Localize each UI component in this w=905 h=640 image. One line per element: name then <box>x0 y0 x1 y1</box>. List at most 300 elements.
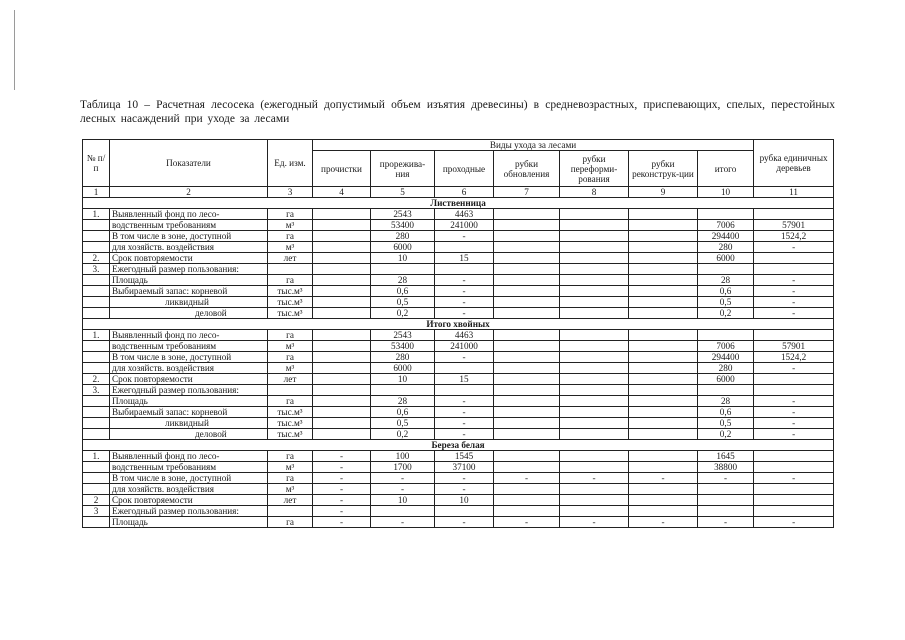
col-number: 11 <box>754 187 834 198</box>
cell-c8 <box>560 429 629 440</box>
cell-c7 <box>494 484 560 495</box>
row-number: 3. <box>83 385 110 396</box>
row-number <box>83 341 110 352</box>
table-row <box>83 451 834 462</box>
cell-c9 <box>629 330 698 341</box>
row-unit: тыс.м³ <box>268 286 313 297</box>
cell-c9 <box>629 341 698 352</box>
row-number <box>83 275 110 286</box>
cell-c4 <box>313 429 371 440</box>
cell-c11: - <box>754 396 834 407</box>
col-number: 5 <box>371 187 435 198</box>
cell-c7 <box>494 253 560 264</box>
cell-c4: - <box>313 484 371 495</box>
cell-c7 <box>494 506 560 517</box>
cell-c9 <box>629 385 698 396</box>
cell-c5 <box>371 264 435 275</box>
row-number: 1. <box>83 330 110 341</box>
cell-c4 <box>313 341 371 352</box>
cell-c8 <box>560 242 629 253</box>
cell-c11: - <box>754 429 834 440</box>
cell-c5: 10 <box>371 374 435 385</box>
row-unit <box>268 506 313 517</box>
cell-c4 <box>313 264 371 275</box>
cell-c5: 0,5 <box>371 297 435 308</box>
table-row <box>83 396 834 407</box>
cell-c4 <box>313 418 371 429</box>
row-label: Выявленный фонд по лесо- <box>110 209 268 220</box>
row-label: Выбираемый запас: корневой <box>110 286 268 297</box>
header-col-passage: проходные <box>435 151 494 187</box>
cell-c9 <box>629 484 698 495</box>
table-row <box>83 462 834 473</box>
cell-c7: - <box>494 473 560 484</box>
cell-c7 <box>494 297 560 308</box>
cell-c10 <box>698 209 754 220</box>
row-label: Выявленный фонд по лесо- <box>110 451 268 462</box>
cell-c4 <box>313 396 371 407</box>
table-row <box>83 264 834 275</box>
row-unit: лет <box>268 495 313 506</box>
cell-c9 <box>629 462 698 473</box>
cell-c7 <box>494 407 560 418</box>
row-number: 3. <box>83 264 110 275</box>
cell-c10: 0,6 <box>698 286 754 297</box>
row-label: Площадь <box>110 396 268 407</box>
cell-c7 <box>494 385 560 396</box>
cell-c5: 0,2 <box>371 429 435 440</box>
cell-c8 <box>560 374 629 385</box>
col-number: 2 <box>110 187 268 198</box>
cell-c4 <box>313 407 371 418</box>
cell-c4: - <box>313 517 371 528</box>
row-unit: га <box>268 231 313 242</box>
cell-c9 <box>629 429 698 440</box>
table-row <box>83 242 834 253</box>
cell-c6: 15 <box>435 374 494 385</box>
cell-c9 <box>629 286 698 297</box>
row-unit: га <box>268 209 313 220</box>
cell-c5 <box>371 385 435 396</box>
table-row <box>83 352 834 363</box>
cell-c8 <box>560 308 629 319</box>
cell-c11 <box>754 209 834 220</box>
table-row <box>83 473 834 484</box>
header-col-reformation: рубки переформи-рования <box>560 151 629 187</box>
cell-c10: 294400 <box>698 231 754 242</box>
cell-c8 <box>560 352 629 363</box>
col-number: 9 <box>629 187 698 198</box>
table-row <box>83 517 834 528</box>
row-number <box>83 484 110 495</box>
cell-c4 <box>313 286 371 297</box>
cell-c8 <box>560 506 629 517</box>
cell-c6: - <box>435 297 494 308</box>
cell-c6 <box>435 264 494 275</box>
row-number <box>83 396 110 407</box>
row-unit <box>268 264 313 275</box>
row-number: 2 <box>83 495 110 506</box>
cell-c10: 0,6 <box>698 407 754 418</box>
table-row <box>83 374 834 385</box>
cell-c11: - <box>754 297 834 308</box>
row-label: для хозяйств. воздействия <box>110 242 268 253</box>
row-unit: м³ <box>268 220 313 231</box>
header-col-total: итого <box>698 151 754 187</box>
cell-c7 <box>494 363 560 374</box>
cell-c4 <box>313 308 371 319</box>
cell-c8: - <box>560 517 629 528</box>
section-row <box>83 319 834 330</box>
cell-c11 <box>754 451 834 462</box>
table-row <box>83 484 834 495</box>
cell-c11: - <box>754 363 834 374</box>
cell-c10: - <box>698 517 754 528</box>
table-row <box>83 308 834 319</box>
row-number <box>83 308 110 319</box>
cell-c7 <box>494 231 560 242</box>
row-unit: тыс.м³ <box>268 407 313 418</box>
table-row <box>83 231 834 242</box>
cell-c10: 28 <box>698 396 754 407</box>
cell-c8 <box>560 484 629 495</box>
cell-c11: - <box>754 407 834 418</box>
row-label: Срок повторяемости <box>110 253 268 264</box>
cell-c8 <box>560 407 629 418</box>
table-row <box>83 253 834 264</box>
cell-c11 <box>754 495 834 506</box>
table-row <box>83 407 834 418</box>
col-number: 7 <box>494 187 560 198</box>
cell-c9 <box>629 209 698 220</box>
cell-c6: 241000 <box>435 341 494 352</box>
cell-c6: 15 <box>435 253 494 264</box>
cell-c8 <box>560 275 629 286</box>
col-number: 4 <box>313 187 371 198</box>
cell-c6: 241000 <box>435 220 494 231</box>
cell-c7 <box>494 462 560 473</box>
cell-c4 <box>313 275 371 286</box>
cell-c10 <box>698 385 754 396</box>
cell-c9 <box>629 352 698 363</box>
cell-c4 <box>313 253 371 264</box>
cell-c10: 0,2 <box>698 429 754 440</box>
table-row <box>83 286 834 297</box>
cell-c8 <box>560 341 629 352</box>
row-number <box>83 363 110 374</box>
cell-c8 <box>560 385 629 396</box>
section-row <box>83 198 834 209</box>
cell-c11 <box>754 374 834 385</box>
cell-c6: - <box>435 286 494 297</box>
table-row <box>83 220 834 231</box>
cell-c9 <box>629 264 698 275</box>
cell-c8 <box>560 418 629 429</box>
table-row <box>83 209 834 220</box>
cell-c5: 10 <box>371 495 435 506</box>
row-unit: га <box>268 396 313 407</box>
row-label: водственным требованиям <box>110 341 268 352</box>
cell-c8 <box>560 330 629 341</box>
row-unit: лет <box>268 374 313 385</box>
table-caption: Таблица 10 – Расчетная лесосека (ежегодный допустимый объем изъятия древесины) в средневозрастных, приспевающих, спелых, перестойных лесных насаждений при уходе за лесами <box>80 99 835 125</box>
row-unit: м³ <box>268 484 313 495</box>
cell-c6: 37100 <box>435 462 494 473</box>
cell-c10: - <box>698 473 754 484</box>
row-unit: га <box>268 451 313 462</box>
cell-c9: - <box>629 517 698 528</box>
cell-c7 <box>494 209 560 220</box>
cell-c7 <box>494 308 560 319</box>
row-number <box>83 242 110 253</box>
cell-c9 <box>629 297 698 308</box>
cell-c8 <box>560 209 629 220</box>
row-label: В том числе в зоне, доступной <box>110 231 268 242</box>
cell-c9 <box>629 275 698 286</box>
cell-c5: 0,6 <box>371 407 435 418</box>
cell-c7 <box>494 451 560 462</box>
cell-c6: 4463 <box>435 330 494 341</box>
row-unit: тыс.м³ <box>268 308 313 319</box>
cell-c11 <box>754 385 834 396</box>
cell-c10: 0,5 <box>698 418 754 429</box>
row-label: для хозяйств. воздействия <box>110 363 268 374</box>
row-unit: м³ <box>268 363 313 374</box>
row-label: Ежегодный размер пользования: <box>110 264 268 275</box>
cell-c5: 100 <box>371 451 435 462</box>
harvest-table-wrapper <box>82 139 833 528</box>
row-label: деловой <box>110 429 268 440</box>
cell-c5: 53400 <box>371 220 435 231</box>
row-number: 3 <box>83 506 110 517</box>
cell-c6: - <box>435 308 494 319</box>
col-number: 3 <box>268 187 313 198</box>
cell-c10: 280 <box>698 242 754 253</box>
table-row <box>83 297 834 308</box>
row-label: деловой <box>110 308 268 319</box>
cell-c4 <box>313 352 371 363</box>
row-unit: тыс.м³ <box>268 429 313 440</box>
cell-c11: 1524,2 <box>754 231 834 242</box>
cell-c7: - <box>494 517 560 528</box>
cell-c8 <box>560 231 629 242</box>
row-label: Площадь <box>110 275 268 286</box>
row-label: Срок повторяемости <box>110 374 268 385</box>
cell-c5: 2543 <box>371 330 435 341</box>
cell-c6 <box>435 506 494 517</box>
cell-c10: 7006 <box>698 341 754 352</box>
cell-c10: 28 <box>698 275 754 286</box>
cell-c10: 280 <box>698 363 754 374</box>
cell-c11: - <box>754 308 834 319</box>
table-row <box>83 330 834 341</box>
cell-c11: - <box>754 517 834 528</box>
col-number: 10 <box>698 187 754 198</box>
cell-c11: - <box>754 242 834 253</box>
cell-c9 <box>629 253 698 264</box>
cell-c8 <box>560 363 629 374</box>
row-label: Выбираемый запас: корневой <box>110 407 268 418</box>
row-number <box>83 517 110 528</box>
row-unit: га <box>268 517 313 528</box>
cell-c8 <box>560 286 629 297</box>
cell-c7 <box>494 220 560 231</box>
cell-c11 <box>754 506 834 517</box>
cell-c5 <box>371 506 435 517</box>
cell-c4 <box>313 330 371 341</box>
cell-c10: 1645 <box>698 451 754 462</box>
cell-c6 <box>435 242 494 253</box>
cell-c4 <box>313 374 371 385</box>
cell-c11 <box>754 462 834 473</box>
row-unit: м³ <box>268 242 313 253</box>
cell-c6: - <box>435 352 494 363</box>
cell-c8 <box>560 396 629 407</box>
header-col-renewal: рубки обновления <box>494 151 560 187</box>
cell-c8 <box>560 220 629 231</box>
header-unit: Ед. изм. <box>268 140 313 187</box>
row-label: ликвидный <box>110 297 268 308</box>
cell-c10: 0,5 <box>698 297 754 308</box>
row-label: Срок повторяемости <box>110 495 268 506</box>
cell-c5: 0,5 <box>371 418 435 429</box>
cell-c9 <box>629 418 698 429</box>
header-indicators: Показатели <box>110 140 268 187</box>
cell-c9 <box>629 396 698 407</box>
cell-c8 <box>560 297 629 308</box>
cell-c6: - <box>435 418 494 429</box>
cell-c9 <box>629 495 698 506</box>
cell-c5: 2543 <box>371 209 435 220</box>
row-unit: га <box>268 473 313 484</box>
cell-c11: 57901 <box>754 341 834 352</box>
cell-c10: 7006 <box>698 220 754 231</box>
cell-c7 <box>494 396 560 407</box>
row-number: 2. <box>83 374 110 385</box>
cell-c4 <box>313 209 371 220</box>
cell-c5: 280 <box>371 352 435 363</box>
cell-c10 <box>698 506 754 517</box>
cell-c8 <box>560 264 629 275</box>
row-unit: м³ <box>268 462 313 473</box>
header-col-cleaning: прочистки <box>313 151 371 187</box>
header-care-types: Виды ухода за лесами <box>313 140 754 151</box>
cell-c10: 0,2 <box>698 308 754 319</box>
cell-c6: - <box>435 396 494 407</box>
row-number <box>83 418 110 429</box>
row-label: Выявленный фонд по лесо- <box>110 330 268 341</box>
row-unit: тыс.м³ <box>268 297 313 308</box>
cell-c5: 280 <box>371 231 435 242</box>
row-unit <box>268 385 313 396</box>
cell-c7 <box>494 495 560 506</box>
table-row <box>83 506 834 517</box>
cell-c5: 0,6 <box>371 286 435 297</box>
cell-c9 <box>629 231 698 242</box>
cell-c11 <box>754 330 834 341</box>
cell-c8 <box>560 253 629 264</box>
row-label: Площадь <box>110 517 268 528</box>
row-number: 2. <box>83 253 110 264</box>
cell-c7 <box>494 418 560 429</box>
cell-c10: 6000 <box>698 253 754 264</box>
cell-c5: 0,2 <box>371 308 435 319</box>
cell-c7 <box>494 341 560 352</box>
row-number <box>83 297 110 308</box>
cell-c6: - <box>435 429 494 440</box>
section-title: Береза белая <box>83 440 834 451</box>
col-number: 8 <box>560 187 629 198</box>
cell-c6: 4463 <box>435 209 494 220</box>
cell-c9 <box>629 506 698 517</box>
row-number <box>83 231 110 242</box>
row-label: водственным требованиям <box>110 220 268 231</box>
cell-c11: - <box>754 418 834 429</box>
cell-c10: 294400 <box>698 352 754 363</box>
section-row <box>83 440 834 451</box>
header-col-reconstruction: рубки реконструк-ции <box>629 151 698 187</box>
row-number: 1. <box>83 451 110 462</box>
cell-c11: - <box>754 473 834 484</box>
header-num: № п/п <box>83 140 110 187</box>
cell-c10: 38800 <box>698 462 754 473</box>
cell-c6: - <box>435 231 494 242</box>
col-number: 6 <box>435 187 494 198</box>
row-unit: га <box>268 330 313 341</box>
cell-c4: - <box>313 462 371 473</box>
table-row <box>83 385 834 396</box>
row-number <box>83 286 110 297</box>
cell-c6 <box>435 385 494 396</box>
row-unit: тыс.м³ <box>268 418 313 429</box>
cell-c7 <box>494 374 560 385</box>
cell-c10 <box>698 495 754 506</box>
cell-c6 <box>435 363 494 374</box>
cell-c5: - <box>371 484 435 495</box>
row-number <box>83 429 110 440</box>
cell-c4 <box>313 220 371 231</box>
cell-c9 <box>629 451 698 462</box>
row-label: Ежегодный размер пользования: <box>110 385 268 396</box>
section-title: Итого хвойных <box>83 319 834 330</box>
table-row <box>83 418 834 429</box>
cell-c6: - <box>435 517 494 528</box>
cell-c7 <box>494 330 560 341</box>
cell-c8: - <box>560 473 629 484</box>
row-label: ликвидный <box>110 418 268 429</box>
cell-c7 <box>494 264 560 275</box>
row-unit: лет <box>268 253 313 264</box>
header-col-single-trees: рубка единичных деревьев <box>754 140 834 187</box>
harvest-table <box>82 139 834 528</box>
header-col-thinning: прорежива-ния <box>371 151 435 187</box>
cell-c5: 28 <box>371 396 435 407</box>
cell-c4: - <box>313 451 371 462</box>
row-label: водственным требованиям <box>110 462 268 473</box>
cell-c7 <box>494 429 560 440</box>
row-number <box>83 407 110 418</box>
cell-c11 <box>754 484 834 495</box>
cell-c9: - <box>629 473 698 484</box>
cell-c11 <box>754 264 834 275</box>
cell-c5: 6000 <box>371 363 435 374</box>
cell-c5: 6000 <box>371 242 435 253</box>
table-row <box>83 341 834 352</box>
row-number <box>83 462 110 473</box>
cell-c4 <box>313 363 371 374</box>
cell-c6: - <box>435 275 494 286</box>
cell-c7 <box>494 286 560 297</box>
